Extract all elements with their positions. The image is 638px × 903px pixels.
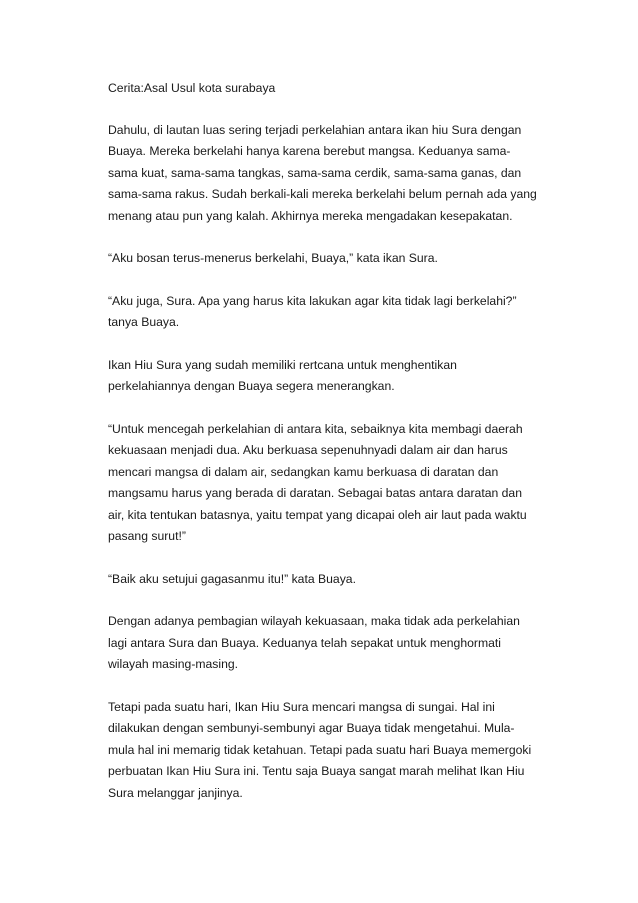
paragraph — [108, 355, 568, 398]
text-line: Tetapi pada suatu hari, Ikan Hiu Sura mencari mangsa di sungai. Hal ini — [108, 699, 495, 714]
text-line: air, kita tentukan batasnya, yaitu tempat yang dicapai oleh air laut pada waktu — [108, 507, 527, 522]
paragraph — [108, 248, 568, 270]
text-line: perbuatan Ikan Hiu Sura ini. Tentu saja Buaya sangat marah melihat Ikan Hiu — [108, 764, 525, 778]
paragraph — [108, 697, 568, 805]
text-line: “Aku bosan terus-menerus berkelahi, Buaya,” kata ikan Sura. — [108, 251, 438, 265]
text-line: kekuasaan menjadi dua. Aku berkuasa sepenuhnyadi dalam air dan harus — [108, 443, 508, 457]
paragraph — [108, 291, 568, 334]
text-line: mangsamu harus yang berada di daratan. Sebagai batas antara daratan dan — [108, 486, 522, 500]
text-line: wilayah masing-masing. — [108, 657, 239, 671]
paragraph — [108, 611, 568, 676]
text-line: “Untuk mencegah perkelahian di antara kita, sebaiknya kita membagi daerah — [108, 421, 523, 436]
text-line: mencari mangsa di dalam air, sedangkan kamu berkuasa di daratan dan — [108, 464, 499, 479]
paragraph-list — [108, 120, 568, 805]
text-line: sama-sama rakus. Sudah berkali-kali mereka berkelahi belum pernah ada yang — [108, 187, 537, 201]
document-title: Cerita:Asal Usul kota surabaya — [108, 81, 276, 95]
text-line: Ikan Hiu Sura yang sudah memiliki rertcana untuk menghentikan — [108, 357, 457, 372]
text-line: Dahulu, di lautan luas sering terjadi perkelahian antara ikan hiu Sura dengan — [108, 122, 522, 137]
text-line: menang atau pun yang kalah. Akhirnya mereka mengadakan kesepakatan. — [108, 208, 513, 223]
paragraph — [108, 569, 568, 591]
text-line: Sura melanggar janjinya. — [108, 785, 243, 800]
text-line: pasang surut!” — [108, 529, 186, 543]
text-line: tanya Buaya. — [108, 315, 180, 329]
text-line: Dengan adanya pembagian wilayah kekuasaan, maka tidak ada perkelahian — [108, 614, 520, 628]
text-line: “Aku juga, Sura. Apa yang harus kita lakukan agar kita tidak lagi berkelahi?” — [108, 293, 517, 308]
text-line: perkelahiannya dengan Buaya segera menerangkan. — [108, 379, 395, 393]
text-line: dilakukan dengan sembunyi-sembunyi agar Buaya tidak mengetahui. Mula- — [108, 721, 515, 735]
document-body — [108, 78, 568, 825]
paragraph — [108, 120, 568, 228]
text-line: “Baik aku setujui gagasanmu itu!” kata Buaya. — [108, 571, 356, 586]
text-line: mula hal ini memarig tidak ketahuan. Tetapi pada suatu hari Buaya memergoki — [108, 742, 532, 757]
text-line: Buaya. Mereka berkelahi hanya karena berebut mangsa. Keduanya sama- — [108, 144, 511, 158]
text-line: sama kuat, sama-sama tangkas, sama-sama cerdik, sama-sama ganas, dan — [108, 165, 522, 180]
text-line: lagi antara Sura dan Buaya. Keduanya telah sepakat untuk menghormati — [108, 635, 501, 650]
paragraph — [108, 419, 568, 548]
